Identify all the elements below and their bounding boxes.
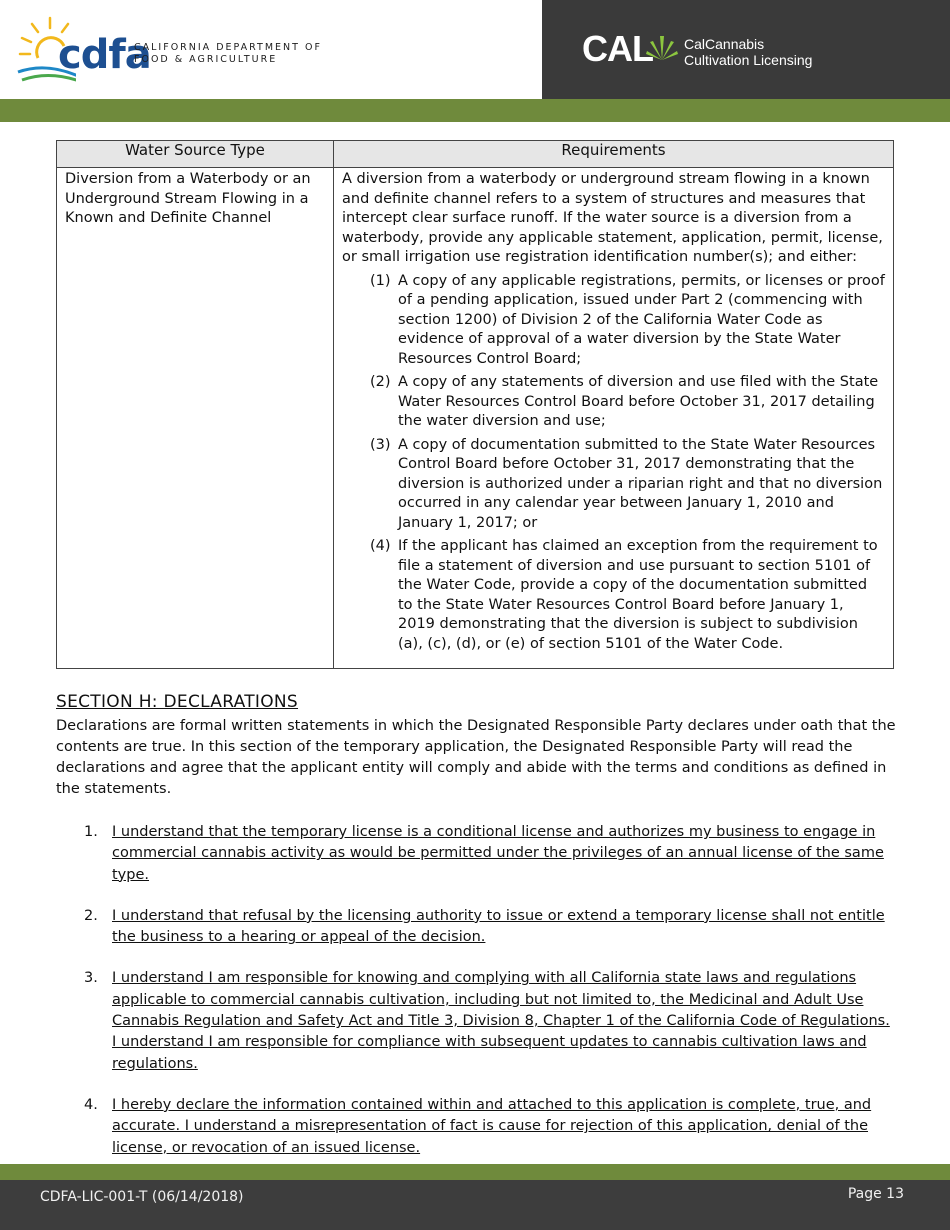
cdfa-department-name: CALIFORNIA DEPARTMENT OF FOOD & AGRICULTURE	[134, 42, 322, 65]
column-header-requirements: Requirements	[334, 141, 894, 168]
item-number: (3)	[370, 436, 391, 453]
item-number: (4)	[370, 538, 391, 554]
item-number: (2)	[370, 374, 391, 390]
column-header-water-source-type: Water Source Type	[57, 141, 334, 168]
cal-wordmark: CAL	[582, 28, 653, 69]
cdfa-wordmark: cdfa	[58, 32, 151, 78]
footer-accent-bar	[0, 1164, 950, 1180]
declaration-number: 3.	[84, 970, 98, 987]
page-header	[0, 0, 950, 99]
declaration-text: I understand I am responsible for knowing and complying with all California state laws and regulations applicable to commercial cannabis cultivation, including but not limited to, the Medicinal and Adult Use Cannabis Regulation and Safety Act and Title 3, Division 8, Chapter 1 of the California Code of Regulations. I understand I am responsible for compliance with subsequent updates to cannabis cultivation laws and regulations.	[112, 970, 890, 1072]
requirements-list	[342, 272, 885, 655]
declaration-item	[56, 822, 898, 886]
item-number: (1)	[370, 272, 391, 289]
item-text: A copy of documentation submitted to the State Water Resources Control Board before October 31, 2017 demonstrating that the diversion is authorized under a riparian right and that no diversion occurred in any calendar year between January 1, 2010 and January 1, 2017; or	[398, 436, 883, 531]
section-intro: Declarations are formal written statements in which the Designated Responsible Party declares under oath that the contents are true. In this section of the temporary application, the Designated Responsible Party will read the declarations and agree that the applicant entity will comply and abide with the terms and conditions as defined in the statements.	[56, 718, 896, 797]
list-item	[370, 537, 885, 654]
requirements-cell	[334, 168, 894, 669]
declaration-item	[56, 1095, 898, 1159]
requirements-intro: A diversion from a waterbody or underground stream flowing in a known and definite channel refers to a system of structures and measures that intercept clear surface runoff. If the water source is a diversion from a waterbody, provide any applicable statement, application, permit, license, or small irrigation use registration identification number(s); and either:	[342, 171, 883, 265]
section-heading: SECTION H: DECLARATIONS	[56, 692, 299, 712]
list-item	[370, 373, 885, 432]
page-footer	[0, 1180, 950, 1230]
item-text: If the applicant has claimed an exception from the requirement to file a statement of diversion and use pursuant to section 5101 of the Water Code, provide a copy of the documentation submitted to the State Water Resources Control Board before January 1, 2019 demonstrating that the diversion is subject to subdivision (a), (c), (d), or (e) of section 5101 of the Water Code.	[398, 538, 878, 652]
declaration-text: I hereby declare the information contained within and attached to this application is complete, true, and accurate. I understand a misrepresentation of fact is cause for rejection of this application, denial of the license, or revocation of an issued license.	[112, 1096, 872, 1156]
cdfa-logo	[16, 14, 326, 86]
list-item	[370, 272, 885, 370]
declaration-item	[56, 968, 898, 1074]
form-code: CDFA-LIC-001-T (06/14/2018)	[40, 1189, 244, 1205]
table-row	[57, 168, 894, 669]
declaration-text: I understand that the temporary license is a conditional license and authorizes my business to engage in commercial cannabis activity as would be permitted under the privileges of an annual license of the same type.	[112, 824, 884, 883]
declaration-number: 1.	[84, 824, 98, 840]
header-accent-bar	[0, 99, 950, 122]
item-text: A copy of any applicable registrations, permits, or licenses or proof of a pending application, issued under Part 2 (commencing with section 1200) of Division 2 of the California Water Code as evidence of approval of a water diversion by the State Water Resources Control Board;	[398, 272, 885, 367]
water-source-table	[56, 140, 894, 669]
list-item	[370, 436, 885, 534]
item-text: A copy of any statements of diversion and use filed with the State Water Resources Control Board before October 31, 2017 detailing the water diversion and use;	[398, 374, 879, 429]
declaration-item	[56, 906, 898, 949]
declaration-number: 2.	[84, 907, 98, 924]
declaration-number: 4.	[84, 1096, 98, 1113]
calcannabis-logo	[542, 0, 950, 99]
declarations-list	[56, 822, 898, 1179]
cannabis-leaf-icon	[644, 30, 680, 66]
declaration-text: I understand that refusal by the licensing authority to issue or extend a temporary license shall not entitle the business to a hearing or appeal of the decision.	[112, 907, 885, 946]
calcannabis-program-name: CalCannabis Cultivation Licensing	[684, 36, 813, 68]
water-source-type-cell: Diversion from a Waterbody or an Underground Stream Flowing in a Known and Definite Channel	[57, 168, 334, 669]
page-number: Page 13	[847, 1186, 904, 1202]
